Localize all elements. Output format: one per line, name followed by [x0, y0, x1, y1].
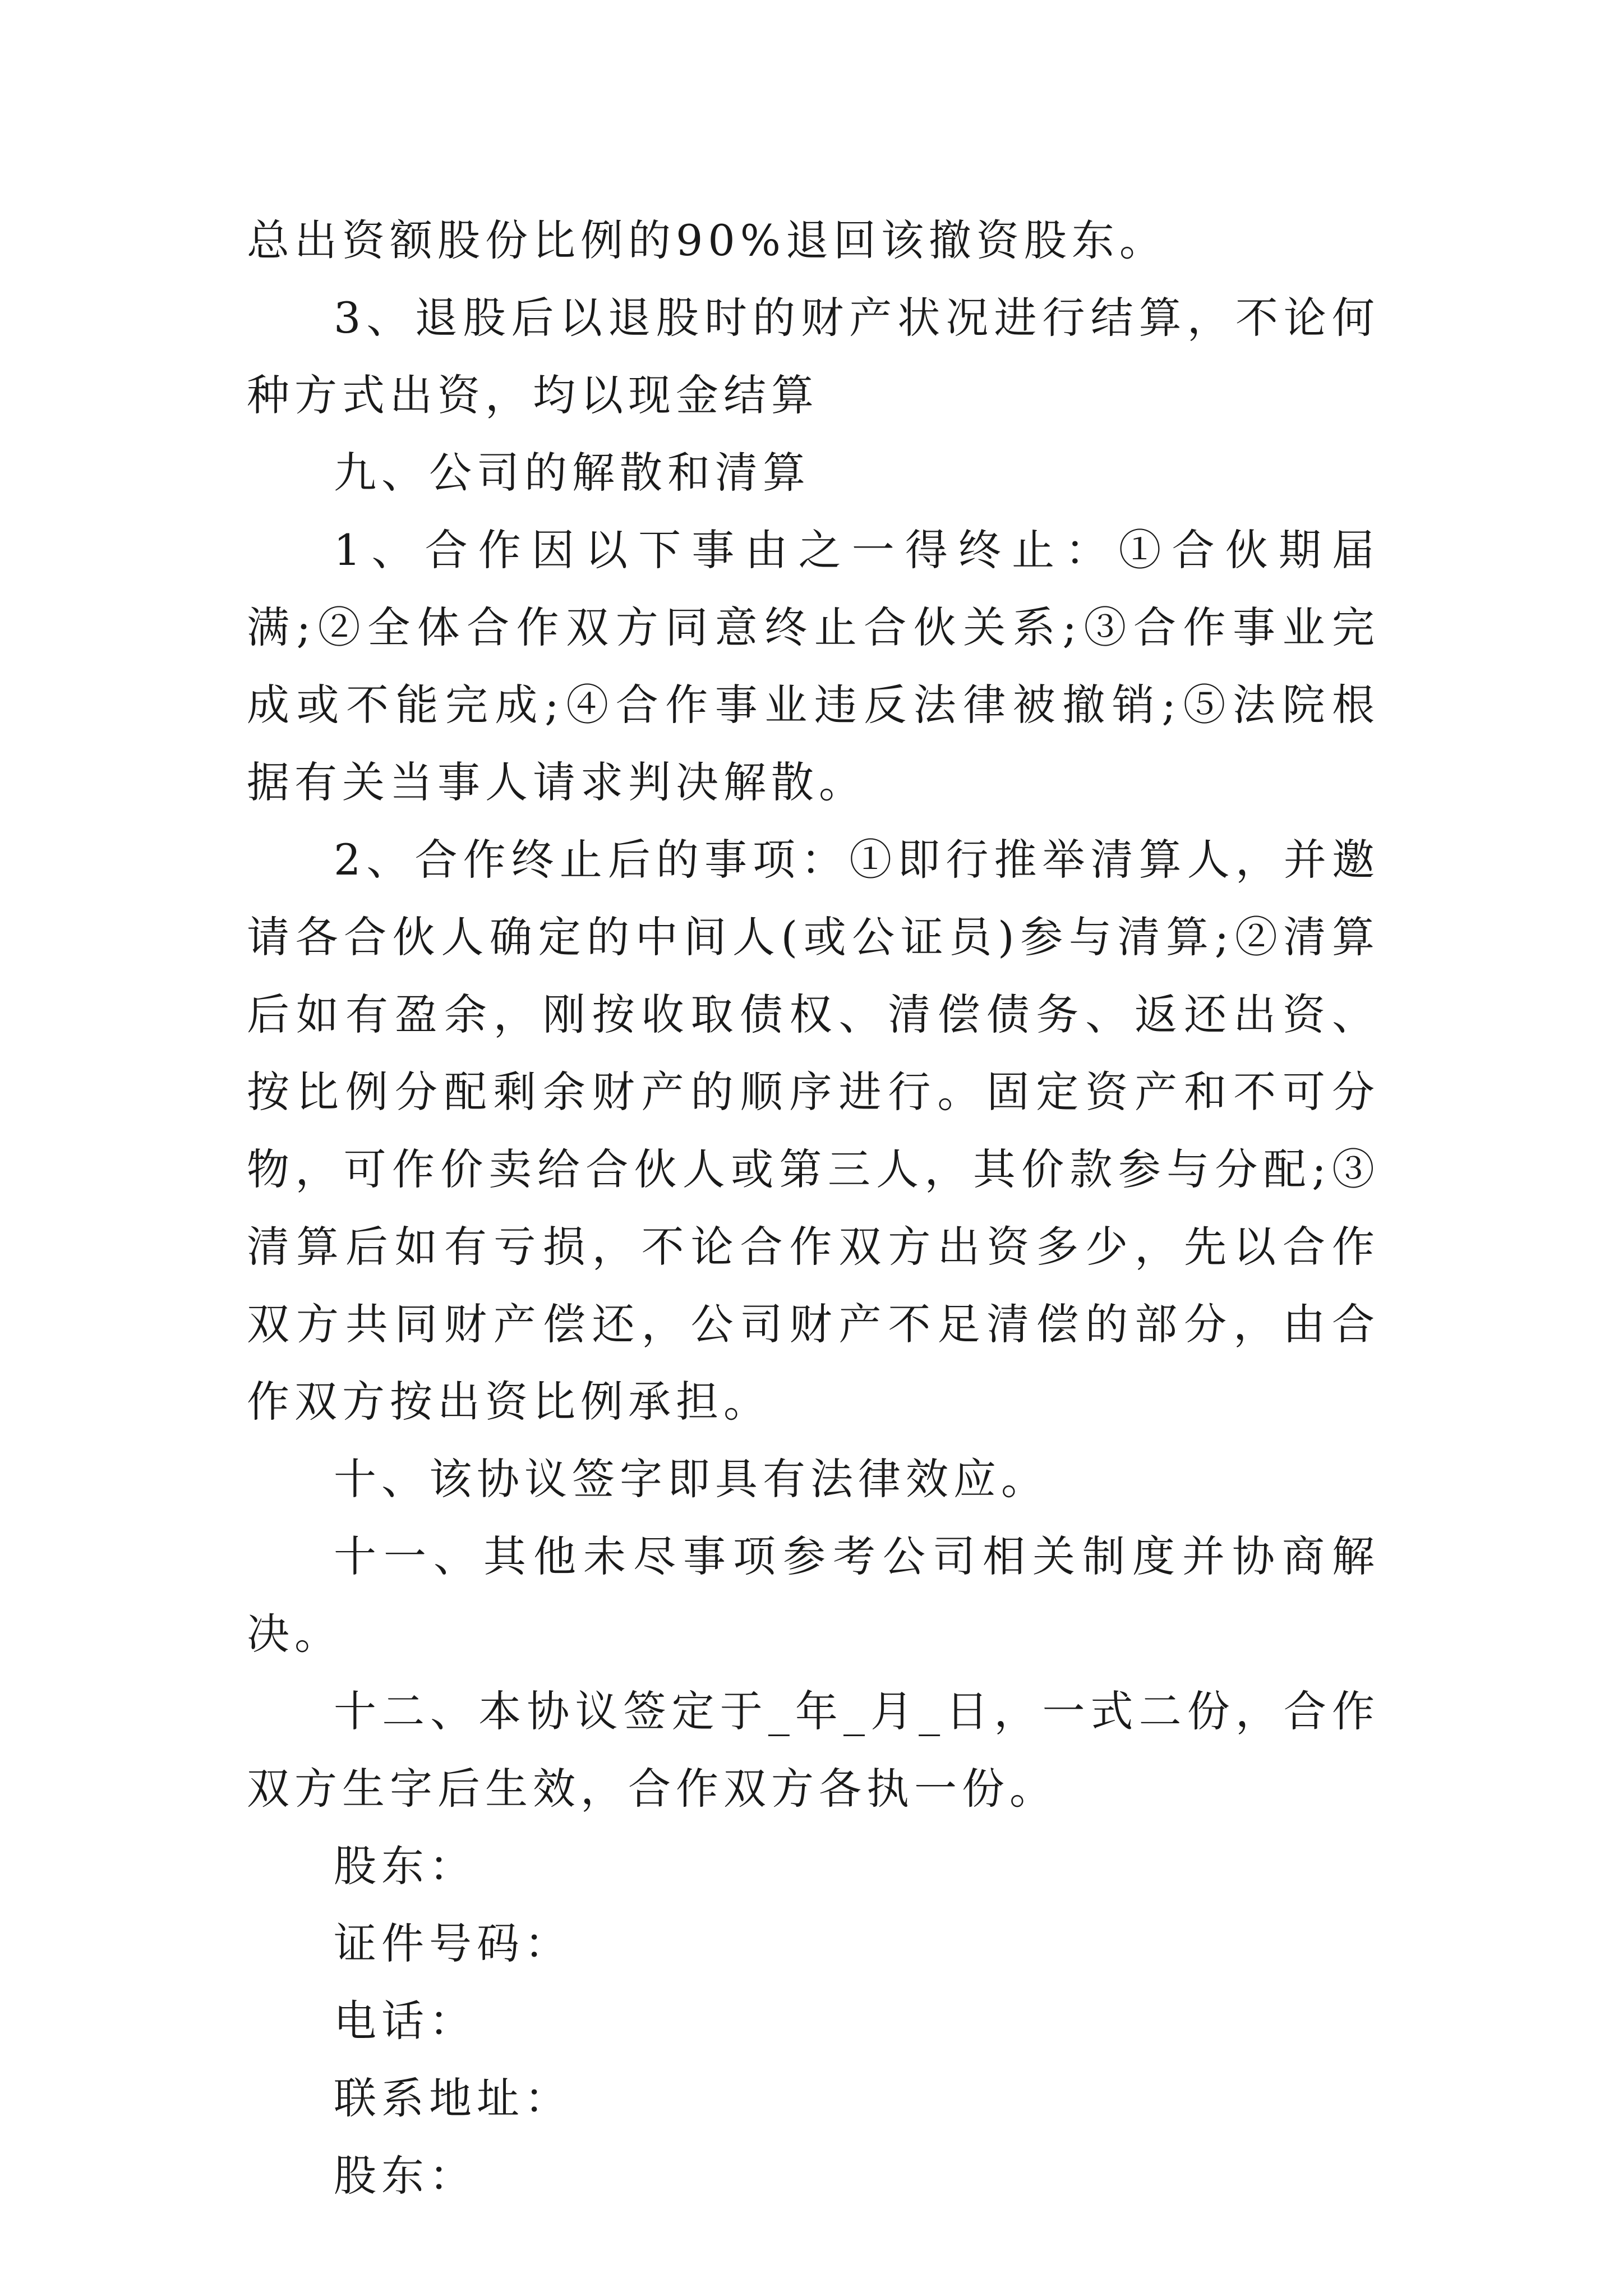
field-address-label: 联系地址： — [334, 2073, 572, 2123]
paragraph-settlement: 3、退股后以退股时的财产状况进行结算，不论何种方式出资，均以现金结算 — [247, 293, 1380, 420]
paragraph-other-matters: 十一、其他未尽事项参考公司相关制度并协商解决。 — [247, 1531, 1380, 1659]
field-id-number-label: 证件号码： — [334, 1918, 572, 1968]
field-phone-label: 电话： — [334, 1996, 477, 2046]
field-shareholder-label: 股东： — [334, 1841, 477, 1891]
paragraph-termination-causes: 1、合作因以下事由之一得终止：①合伙期届满;②全体合作双方同意终止合伙关系;③合作事业完成或不能完成;④合作事业违反法律被撤销;⑤法院根据有关当事人请求判决解散。 — [247, 525, 1380, 807]
paragraph-legal-effect: 十、该协议签字即具有法律效应。 — [334, 1454, 1049, 1504]
paragraph-signing-date: 十二、本协议签定于_年_月_日，一式二份，合作双方生字后生效，合作双方各执一份。 — [247, 1686, 1380, 1814]
field-shareholder-2-label: 股东： — [334, 2151, 477, 2201]
paragraph-continuation: 总出资额股份比例的90%退回该撤资股东。 — [247, 215, 1167, 265]
paragraph-post-termination: 2、合作终止后的事项：①即行推举清算人，并邀请各合伙人确定的中间人(或公证员)参与清算;②清算后如有盈余，刚按收取债权、清偿债务、返还出资、按比例分配剩余财产的顺序进行。固定资产和不可分物，可作价卖给合伙人或第三人，其价款参与分配;③清算后如有亏损，不论合作双方出资多少，先以合作双方共同财产偿还，公司财产不足清偿的部分，由合作双方按出资比例承担。 — [247, 835, 1380, 1427]
section-heading-dissolution: 九、公司的解散和清算 — [334, 448, 810, 498]
document-body — [247, 202, 1380, 2215]
